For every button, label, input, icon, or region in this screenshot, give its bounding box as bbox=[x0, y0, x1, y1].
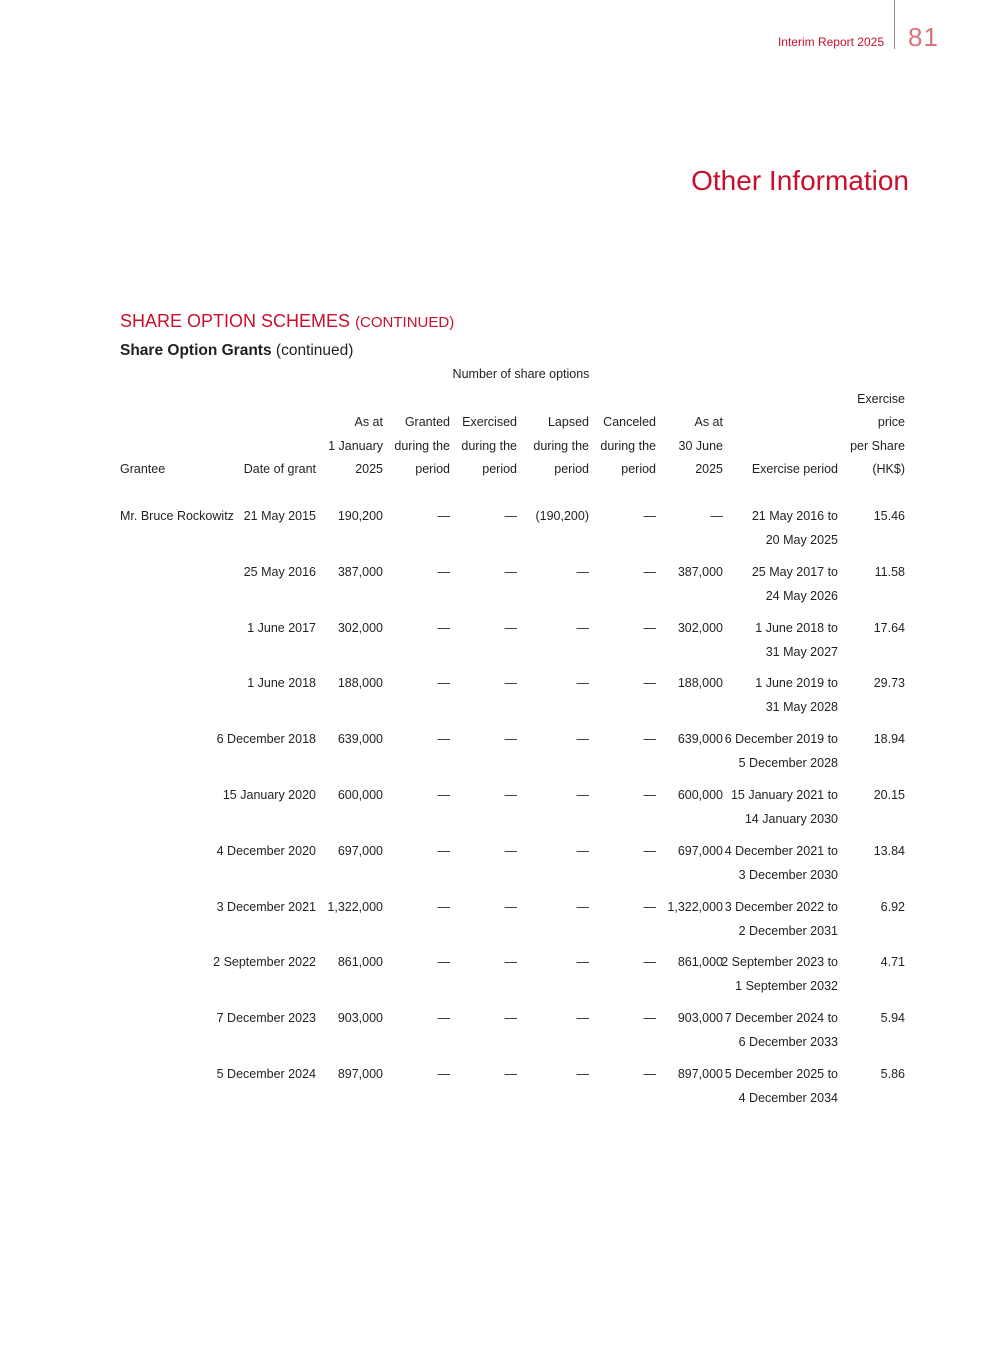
cell-canceled: — bbox=[643, 509, 656, 523]
cell-period-to: 2 December 2031 bbox=[738, 923, 838, 938]
cell-price: 13.84 bbox=[873, 844, 905, 858]
cell-lapsed: — bbox=[576, 621, 589, 635]
cell-period-to: 31 May 2027 bbox=[765, 644, 838, 659]
cell-period-from: 4 December 2021 to bbox=[724, 844, 838, 858]
cell-lapsed: — bbox=[576, 676, 589, 690]
header-grantee: Grantee bbox=[120, 462, 166, 476]
cell-canceled: — bbox=[643, 676, 656, 690]
header-as-at-end: As at bbox=[694, 415, 723, 429]
cell-date: 15 January 2020 bbox=[222, 788, 316, 802]
cell-canceled: — bbox=[643, 565, 656, 579]
cell-exercised: — bbox=[504, 1067, 517, 1081]
header-lapsed: Lapsed bbox=[547, 415, 589, 429]
cell-period-from: 21 May 2016 to bbox=[751, 509, 838, 523]
cell-period-from: 1 June 2018 to bbox=[755, 621, 838, 635]
header-lapsed: during the bbox=[533, 438, 589, 453]
cell-period-to: 20 May 2025 bbox=[765, 532, 838, 547]
cell-price: 5.86 bbox=[880, 1067, 905, 1081]
cell-lapsed: — bbox=[576, 1067, 589, 1081]
cell-date: 25 May 2016 bbox=[243, 565, 316, 579]
cell-date: 3 December 2021 bbox=[216, 900, 316, 914]
cell-as-at-end: 387,000 bbox=[677, 565, 723, 579]
cell-granted: — bbox=[437, 1011, 450, 1025]
header-granted: Granted bbox=[404, 415, 450, 429]
cell-period-from: 3 December 2022 to bbox=[724, 900, 838, 914]
cell-lapsed: — bbox=[576, 565, 589, 579]
cell-price: 5.94 bbox=[880, 1011, 905, 1025]
cell-period-to: 24 May 2026 bbox=[765, 588, 838, 603]
cell-exercised: — bbox=[504, 844, 517, 858]
cell-price: 4.71 bbox=[880, 955, 905, 969]
cell-price: 18.94 bbox=[873, 732, 905, 746]
cell-granted: — bbox=[437, 621, 450, 635]
cell-exercised: — bbox=[504, 621, 517, 635]
header-price: Exercise bbox=[857, 391, 905, 406]
header-exercise-period: Exercise period bbox=[751, 462, 838, 476]
header-price: (HK$) bbox=[872, 462, 905, 476]
cell-period-from: 5 December 2025 to bbox=[724, 1067, 838, 1081]
header-exercised: period bbox=[482, 462, 517, 476]
cell-as-at-start: 903,000 bbox=[337, 1011, 383, 1025]
cell-period-to: 14 January 2030 bbox=[744, 811, 838, 826]
cell-period-to: 4 December 2034 bbox=[738, 1090, 838, 1105]
header-price: per Share bbox=[850, 438, 905, 453]
cell-as-at-start: 600,000 bbox=[337, 788, 383, 802]
cell-canceled: — bbox=[643, 621, 656, 635]
cell-canceled: — bbox=[643, 955, 656, 969]
cell-as-at-end: 861,000 bbox=[677, 955, 723, 969]
cell-lapsed: — bbox=[576, 955, 589, 969]
cell-as-at-start: 387,000 bbox=[337, 565, 383, 579]
cell-as-at-start: 190,200 bbox=[337, 509, 383, 523]
cell-as-at-start: 897,000 bbox=[337, 1067, 383, 1081]
subsection-suffix: (continued) bbox=[275, 342, 354, 359]
group-header: Number of share options bbox=[452, 367, 590, 381]
cell-price: 29.73 bbox=[873, 676, 905, 690]
cell-period-from: 7 December 2024 to bbox=[724, 1011, 838, 1025]
subsection-heading bbox=[120, 342, 353, 360]
cell-canceled: — bbox=[643, 844, 656, 858]
cell-as-at-end: 188,000 bbox=[677, 676, 723, 690]
header-as-at-end: 2025 bbox=[695, 462, 723, 476]
section-suffix: (CONTINUED) bbox=[355, 314, 455, 331]
cell-date: 2 September 2022 bbox=[213, 955, 316, 969]
cell-exercised: — bbox=[504, 565, 517, 579]
cell-period-from: 25 May 2017 to bbox=[751, 565, 838, 579]
header-as-at-start: 1 January bbox=[328, 438, 383, 453]
cell-price: 11.58 bbox=[874, 565, 905, 579]
cell-lapsed: — bbox=[576, 844, 589, 858]
cell-as-at-start: 861,000 bbox=[337, 955, 383, 969]
header-exercised: Exercised bbox=[462, 415, 517, 429]
cell-canceled: — bbox=[643, 900, 656, 914]
cell-as-at-start: 302,000 bbox=[337, 621, 383, 635]
cell-granted: — bbox=[437, 1067, 450, 1081]
cell-exercised: — bbox=[504, 788, 517, 802]
cell-period-to: 3 December 2030 bbox=[738, 867, 838, 882]
cell-as-at-end: 897,000 bbox=[677, 1067, 723, 1081]
cell-as-at-end: 903,000 bbox=[677, 1011, 723, 1025]
cell-period-from: 2 September 2023 to bbox=[721, 955, 838, 969]
page-number: 81 bbox=[908, 22, 939, 52]
cell-as-at-end: 1,322,000 bbox=[667, 900, 723, 914]
cell-granted: — bbox=[437, 565, 450, 579]
subsection-title: Share Option Grants bbox=[120, 342, 272, 359]
header-canceled: period bbox=[621, 462, 656, 476]
cell-date: 7 December 2023 bbox=[216, 1011, 316, 1025]
cell-price: 20.15 bbox=[873, 788, 905, 802]
cell-exercised: — bbox=[504, 900, 517, 914]
cell-as-at-end: 697,000 bbox=[677, 844, 723, 858]
cell-granted: — bbox=[437, 509, 450, 523]
cell-granted: — bbox=[437, 676, 450, 690]
cell-period-from: 1 June 2019 to bbox=[755, 676, 838, 690]
cell-lapsed: — bbox=[576, 732, 589, 746]
cell-exercised: — bbox=[504, 509, 517, 523]
section-title: SHARE OPTION SCHEMES bbox=[120, 311, 351, 331]
cell-canceled: — bbox=[643, 732, 656, 746]
cell-granted: — bbox=[437, 788, 450, 802]
header-granted: period bbox=[415, 462, 450, 476]
header-canceled: during the bbox=[600, 438, 656, 453]
cell-as-at-start: 697,000 bbox=[337, 844, 383, 858]
header-divider bbox=[894, 0, 895, 49]
cell-canceled: — bbox=[643, 788, 656, 802]
header-lapsed: period bbox=[554, 462, 589, 476]
cell-as-at-end: — bbox=[710, 509, 723, 523]
cell-as-at-start: 639,000 bbox=[337, 732, 383, 746]
cell-exercised: — bbox=[504, 1011, 517, 1025]
cell-granted: — bbox=[437, 900, 450, 914]
section-heading bbox=[120, 311, 454, 332]
header-as-at-start: As at bbox=[354, 415, 383, 429]
cell-granted: — bbox=[437, 955, 450, 969]
cell-period-to: 31 May 2028 bbox=[765, 699, 838, 714]
cell-date: 5 December 2024 bbox=[216, 1067, 316, 1081]
cell-price: 15.46 bbox=[873, 509, 905, 523]
cell-granted: — bbox=[437, 844, 450, 858]
header-price: price bbox=[877, 415, 905, 429]
cell-date: 1 June 2017 bbox=[247, 621, 316, 635]
header-granted: during the bbox=[394, 438, 450, 453]
cell-as-at-start: 188,000 bbox=[337, 676, 383, 690]
header-date: Date of grant bbox=[243, 462, 316, 476]
cell-price: 17.64 bbox=[873, 621, 905, 635]
cell-canceled: — bbox=[643, 1011, 656, 1025]
cell-date: 1 June 2018 bbox=[247, 676, 316, 690]
header-as-at-end: 30 June bbox=[678, 438, 723, 453]
cell-price: 6.92 bbox=[880, 900, 905, 914]
cell-as-at-end: 302,000 bbox=[677, 621, 723, 635]
cell-period-to: 5 December 2028 bbox=[738, 755, 838, 770]
cell-period-to: 1 September 2032 bbox=[735, 978, 838, 993]
cell-lapsed: — bbox=[576, 900, 589, 914]
cell-as-at-end: 639,000 bbox=[677, 732, 723, 746]
cell-date: 6 December 2018 bbox=[216, 732, 316, 746]
cell-lapsed: — bbox=[576, 1011, 589, 1025]
cell-granted: — bbox=[437, 732, 450, 746]
cell-canceled: — bbox=[643, 1067, 656, 1081]
cell-date: 21 May 2015 bbox=[243, 509, 316, 523]
cell-lapsed: — bbox=[576, 788, 589, 802]
cell-date: 4 December 2020 bbox=[216, 844, 316, 858]
report-name: Interim Report 2025 bbox=[777, 35, 884, 49]
cell-exercised: — bbox=[504, 732, 517, 746]
cell-period-from: 6 December 2019 to bbox=[724, 732, 838, 746]
cell-lapsed: (190,200) bbox=[535, 509, 589, 523]
grantee-name: Mr. Bruce Rockowitz bbox=[120, 509, 234, 523]
cell-as-at-end: 600,000 bbox=[677, 788, 723, 802]
header-canceled: Canceled bbox=[603, 415, 656, 429]
cell-period-from: 15 January 2021 to bbox=[730, 788, 838, 802]
cell-as-at-start: 1,322,000 bbox=[327, 900, 383, 914]
page-title: Other Information bbox=[691, 165, 909, 196]
header-as-at-start: 2025 bbox=[355, 462, 383, 476]
header-exercised: during the bbox=[461, 438, 517, 453]
cell-period-to: 6 December 2033 bbox=[738, 1034, 838, 1049]
cell-exercised: — bbox=[504, 955, 517, 969]
cell-exercised: — bbox=[504, 676, 517, 690]
